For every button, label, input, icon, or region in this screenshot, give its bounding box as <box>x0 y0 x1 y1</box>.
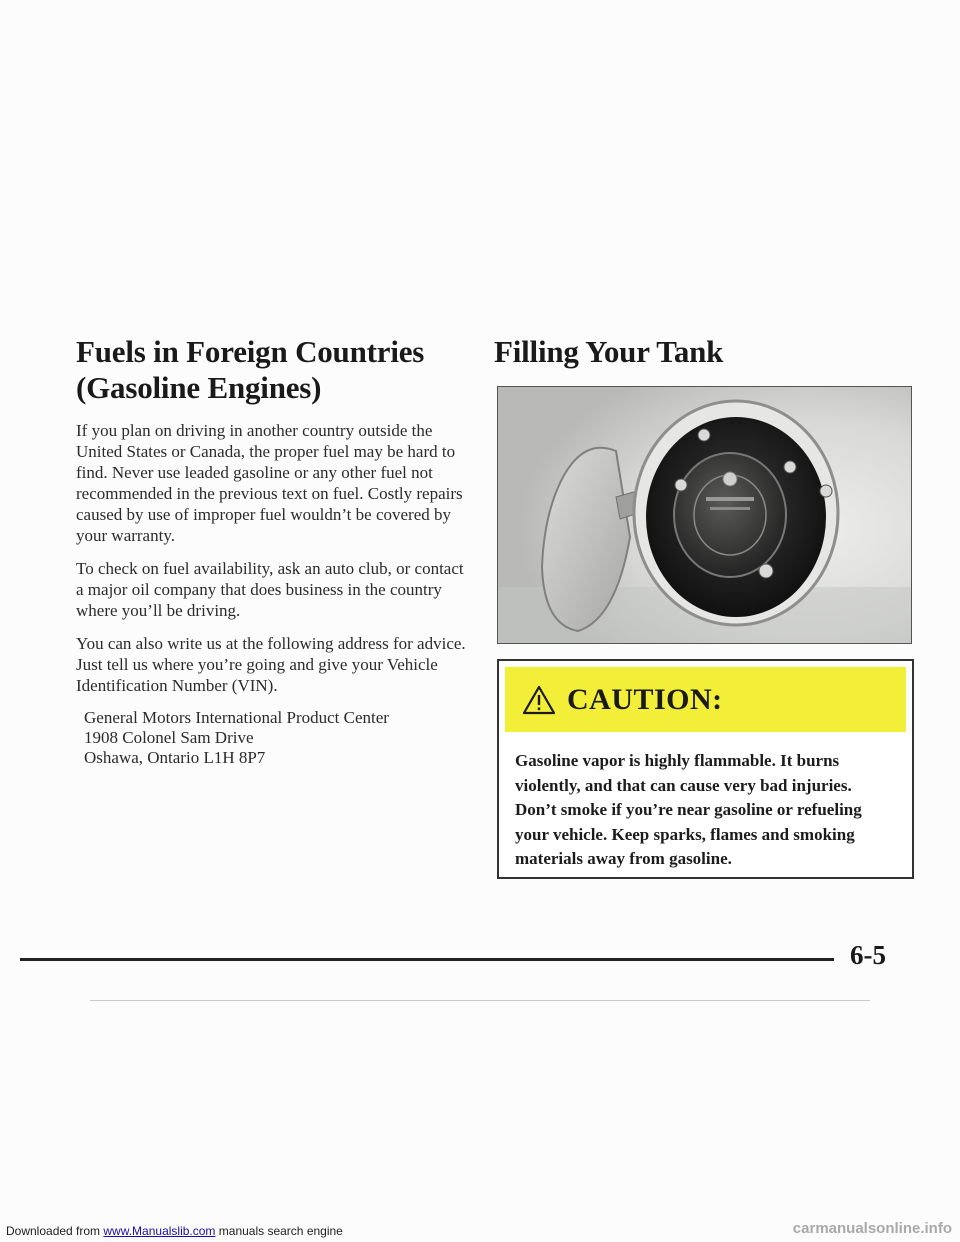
download-suffix: manuals search engine <box>215 1224 343 1238</box>
fuels-paragraph-3: You can also write us at the following address for advice. Just tell us where you’re going and give your Vehicle Identification Number (VIN). <box>76 634 466 695</box>
download-banner <box>6 1224 343 1238</box>
page-number: 6-5 <box>850 940 886 970</box>
site-watermark: carmanualsonline.info <box>792 1220 952 1237</box>
address-line-3: Oshawa, Ontario L1H 8P7 <box>84 748 266 767</box>
address-line-1: General Motors International Product Center <box>84 708 389 727</box>
caution-label: CAUTION: <box>567 682 723 716</box>
fuels-foreign-title <box>76 334 468 406</box>
fuel-door-photo <box>497 386 912 644</box>
warning-triangle-icon <box>521 684 557 716</box>
caution-header <box>505 667 906 732</box>
faint-divider <box>90 1000 870 1001</box>
fuels-paragraph-1: If you plan on driving in another country outside the United States or Canada, the proper fuel may be hard to find. Never use leaded gasoline or any other fuel not recommended in the previous text on fuel. Costly repairs caused by use of improper fuel wouldn’t be covered by your warranty. <box>76 421 463 545</box>
caution-text: Gasoline vapor is highly flammable. It burns violently, and that can cause very bad injuries. Don’t smoke if you’re near gasoline or refueling your vehicle. Keep sparks, flames and smoking materials away from gasoline. <box>515 751 862 868</box>
fuels-foreign-title-line1: Fuels in Foreign Countries <box>76 334 425 369</box>
address-line-2: 1908 Colonel Sam Drive <box>84 728 254 747</box>
fuels-paragraph-2: To check on fuel availability, ask an auto club, or contact a major oil company that does business in the country where you’ll be driving. <box>76 559 464 620</box>
fuels-foreign-title-line2: (Gasoline Engines) <box>76 370 322 405</box>
manualslib-link[interactable]: www.Manualslib.com <box>103 1224 216 1238</box>
filling-tank-title: Filling Your Tank <box>494 334 724 369</box>
filling-tank-section <box>494 334 914 384</box>
fuel-filler-illustration <box>498 387 911 643</box>
gm-address <box>84 708 468 768</box>
download-prefix: Downloaded from <box>6 1224 104 1238</box>
page-rule <box>20 958 834 961</box>
fuels-foreign-section <box>76 334 468 768</box>
caution-box <box>497 659 914 879</box>
